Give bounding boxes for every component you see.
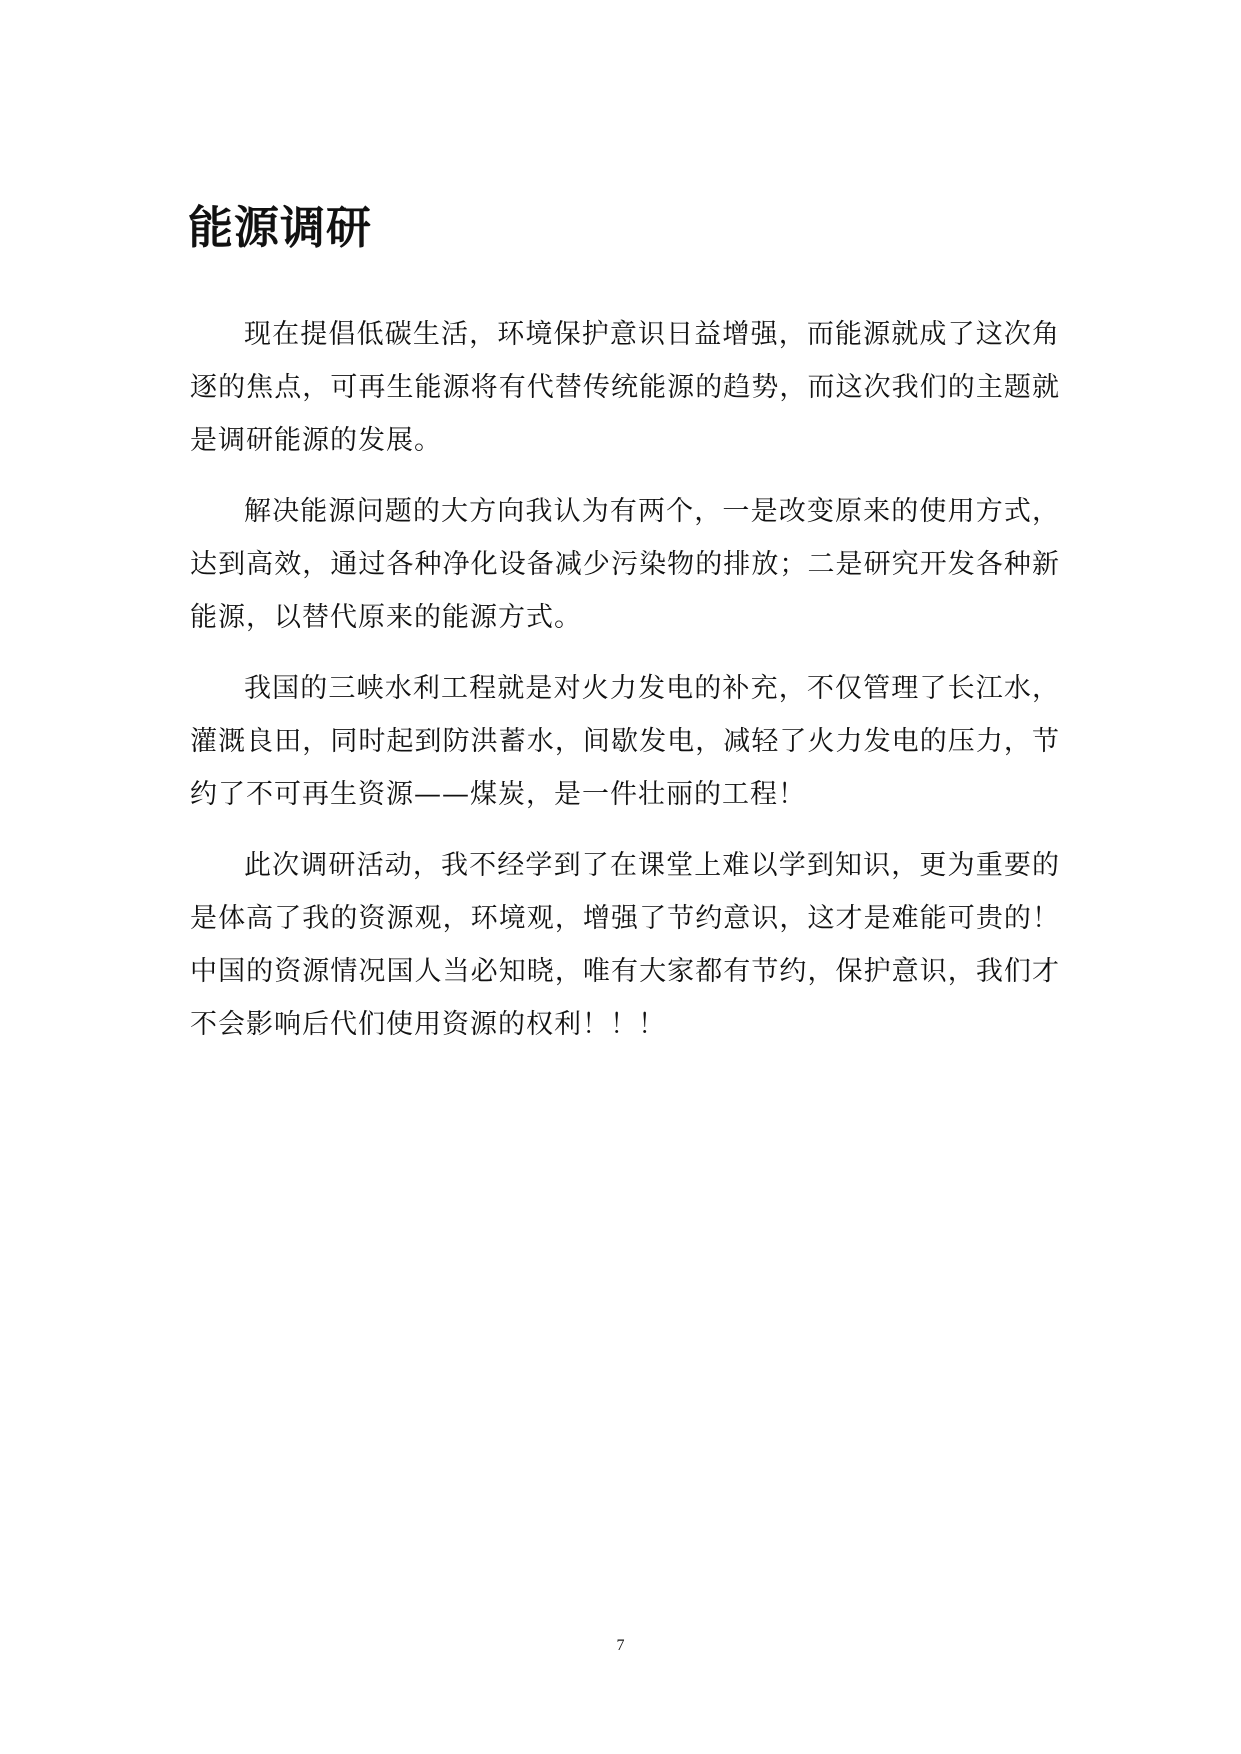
document-title: 能源调研	[188, 201, 373, 254]
paragraph-2: 解决能源问题的大方向我认为有两个，一是改变原来的使用方式，达到高效，通过各种净化设备减少污染物的排放；二是研究开发各种新能源，以替代原来的能源方式。	[190, 496, 1060, 633]
paragraph-4: 此次调研活动，我不经学到了在课堂上难以学到知识，更为重要的是体高了我的资源观，环境观，增强了节约意识，这才是难能可贵的！中国的资源情况国人当必知晓，唯有大家都有节约，保护意识，我们才不会影响后代们使用资源的权利！！！	[190, 850, 1060, 1040]
paragraph-1: 现在提倡低碳生活，环境保护意识日益增强，而能源就成了这次角逐的焦点，可再生能源将有代替传统能源的趋势，而这次我们的主题就是调研能源的发展。	[190, 319, 1060, 456]
paragraph-3: 我国的三峡水利工程就是对火力发电的补充，不仅管理了长江水，灌溉良田，同时起到防洪蓄水，间歇发电，减轻了火力发电的压力，节约了不可再生资源——煤炭，是一件壮丽的工程！	[190, 673, 1060, 810]
page-number: 7	[616, 1637, 625, 1654]
document-body	[190, 308, 1060, 1069]
